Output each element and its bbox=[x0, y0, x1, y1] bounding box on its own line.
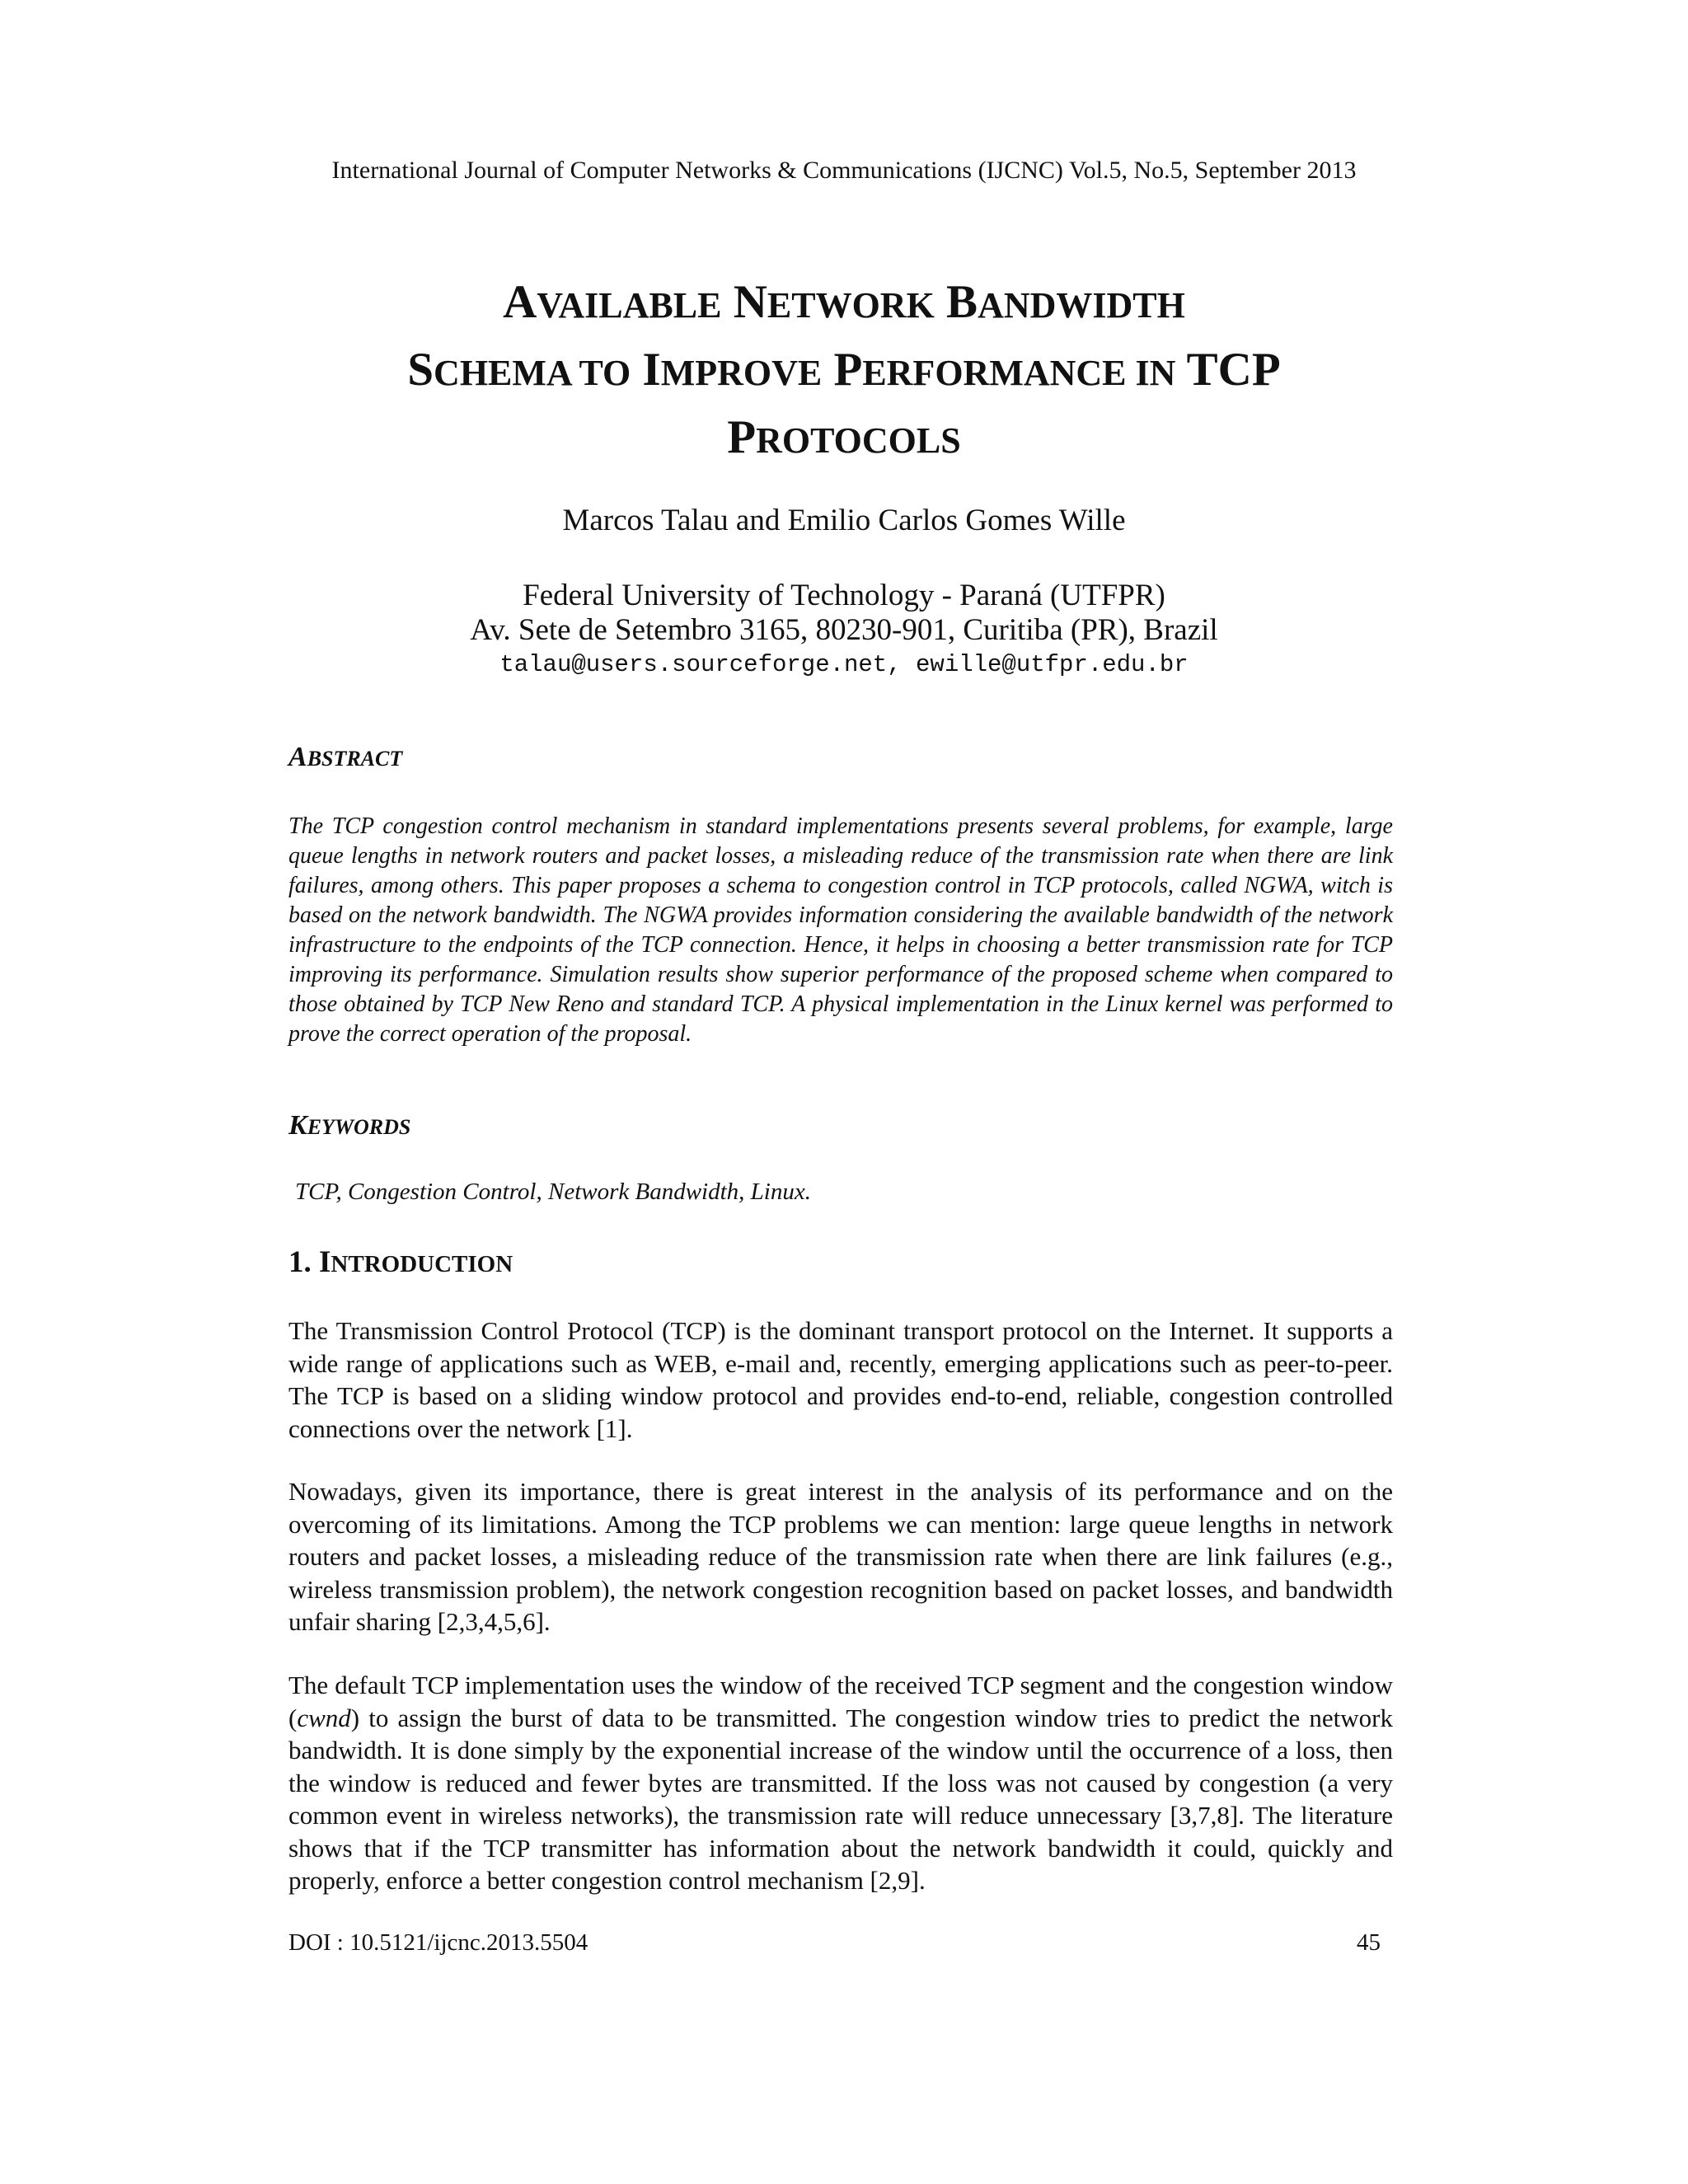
intro-paragraph-1: The Transmission Control Protocol (TCP) is the dominant transport protocol on the Internet. It supports a wide range of applications such as WEB, e-mail and, recently, emerging applications such as peer-to-peer. The TCP is based on a sliding window protocol and provides end-to-end, reliable, congestion controlled connections over the network [1]. bbox=[288, 1316, 1393, 1443]
footer-doi: DOI : 10.5121/ijcnc.2013.5504 bbox=[288, 1929, 588, 1956]
address: Av. Sete de Setembro 3165, 80230-901, Curitiba (PR), Brazil bbox=[470, 613, 1218, 647]
title-line-2: SCHEMA TO IMPROVE PERFORMANCE IN TCP bbox=[407, 344, 1281, 396]
title-line-1: AVAILABLE NETWORK BANDWIDTH bbox=[503, 276, 1185, 328]
title-line-3: PROTOCOLS bbox=[727, 411, 961, 463]
abstract-heading: ABSTRACT bbox=[288, 742, 403, 772]
affiliation bbox=[0, 579, 1688, 648]
abstract-text: The TCP congestion control mechanism in standard implementations presents several problems, for example, large queue lengths in network routers and packet losses, a misleading reduce of the transmission rate when there are link failures, among others. This paper proposes a schema to congestion control in TCP protocols, called NGWA, witch is based on the network bandwidth. The NGWA provides information considering the available bandwidth of the network infrastructure to the endpoints of the TCP connection. Hence, it helps in choosing a better transmission rate for TCP improving its performance. Simulation results show superior performance of the proposed scheme when compared to those obtained by TCP New Reno and standard TCP. A physical implementation in the Linux kernel was performed to prove the correct operation of the proposal. bbox=[288, 813, 1393, 1047]
running-header: International Journal of Computer Networks & Communications (IJCNC) Vol.5, No.5, September 2013 bbox=[331, 157, 1357, 184]
section-heading-introduction: 1. INTRODUCTION bbox=[288, 1245, 513, 1279]
keywords-heading: KEYWORDS bbox=[288, 1110, 411, 1141]
paper-title bbox=[0, 270, 1688, 473]
keywords-text: TCP, Congestion Control, Network Bandwidth, Linux. bbox=[295, 1179, 811, 1205]
page-number: 45 bbox=[1357, 1929, 1381, 1956]
intro-paragraph-2: Nowadays, given its importance, there is great interest in the analysis of its performance and on the overcoming of its limitations. Among the TCP problems we can mention: large queue lengths in network routers and packet losses, a misleading reduce of the transmission rate when there are link failures (e.g., wireless transmission problem), the network congestion recognition based on packet losses, and bandwidth unfair sharing [2,3,4,5,6]. bbox=[288, 1477, 1393, 1636]
intro-paragraph-3: The default TCP implementation uses the window of the received TCP segment and the congestion window (cwnd) to assign the burst of data to be transmitted. The congestion window tries to predict the network bandwidth. It is done simply by the exponential increase of the window until the occurrence of a loss, then the window is reduced and fewer bytes are transmitted. If the loss was not caused by congestion (a very common event in wireless networks), the transmission rate will reduce unnecessary [3,7,8]. The literature shows that if the TCP transmitter has information about the network bandwidth it could, quickly and properly, enforce a better congestion control mechanism [2,9]. bbox=[288, 1671, 1393, 1895]
institution: Federal University of Technology - Paraná (UTFPR) bbox=[523, 579, 1165, 612]
author-emails: talau@users.sourceforge.net, ewille@utfpr.edu.br bbox=[499, 651, 1189, 678]
authors: Marcos Talau and Emilio Carlos Gomes Wille bbox=[562, 504, 1126, 537]
